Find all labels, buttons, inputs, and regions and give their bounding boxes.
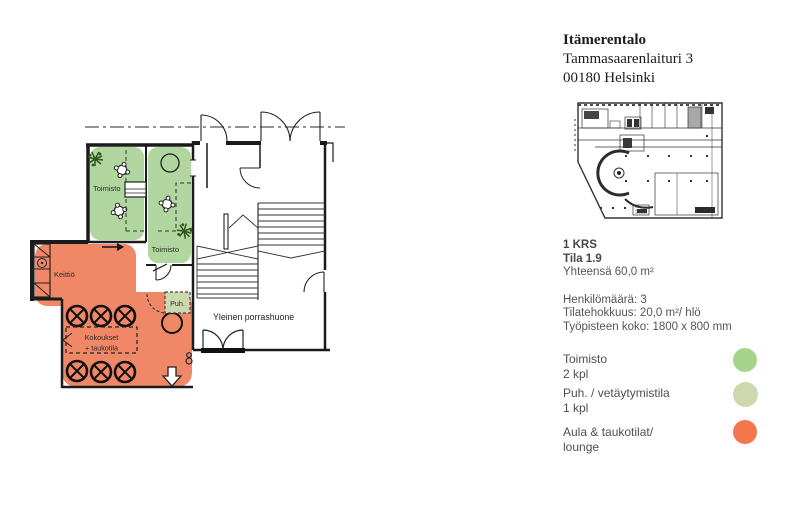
label-meeting-1: Kokoukset: [84, 333, 119, 342]
legend-count: lounge: [563, 440, 600, 454]
legend-label: Puh. / vetäytymistila: [563, 386, 670, 400]
label-stairhall: Yleinen porrashuone: [213, 312, 295, 322]
label-kitchen: Keittiö: [54, 270, 75, 279]
space-info-block: [563, 239, 732, 334]
door-sill: [201, 348, 245, 353]
stairs: [197, 203, 325, 300]
legend-count: 1 kpl: [563, 401, 589, 415]
headcount: Henkilömäärä: 3: [563, 293, 647, 306]
label-phone: Puh.: [170, 299, 185, 308]
building-header: [563, 31, 693, 88]
legend-swatch-phone: [733, 382, 758, 407]
total-area: Yhteensä 60,0 m²: [563, 266, 654, 278]
space-label: Tila 1.9: [563, 252, 602, 265]
legend-item-office: [563, 352, 757, 382]
legend-label: Toimisto: [563, 352, 608, 366]
door-interior: [240, 168, 260, 188]
legend-label: Aula & taukotilat/: [563, 425, 654, 439]
legend-swatch-lounge: [733, 420, 757, 444]
building-address: Tammasaarenlaituri 3: [563, 51, 694, 67]
cabinet: [125, 182, 146, 197]
workstation-size: Työpisteen koko: 1800 x 800 mm: [563, 320, 732, 333]
legend-swatch-office: [733, 348, 757, 372]
door-top-single: [201, 115, 227, 141]
building-name: Itämerentalo: [563, 32, 647, 48]
label-meeting-2: + taukotila: [85, 343, 118, 353]
door-bottom-double: [203, 330, 243, 350]
building-city: 00180 Helsinki: [563, 70, 656, 86]
floor-label: 1 KRS: [563, 239, 597, 251]
label-office-left: Toimisto: [93, 184, 121, 193]
overview-mini-plan: [565, 95, 735, 240]
label-office-right: Toimisto: [151, 245, 180, 254]
legend-item-lounge: [563, 425, 757, 455]
space-efficiency: Tilatehokkuus: 20,0 m²/ hlö: [563, 307, 701, 319]
legend-count: 2 kpl: [563, 367, 589, 381]
mini-highlighted-room: [688, 107, 701, 128]
door-office-right: [156, 265, 171, 280]
legend-item-phone: [563, 386, 757, 416]
door-right-wall: [304, 272, 324, 292]
